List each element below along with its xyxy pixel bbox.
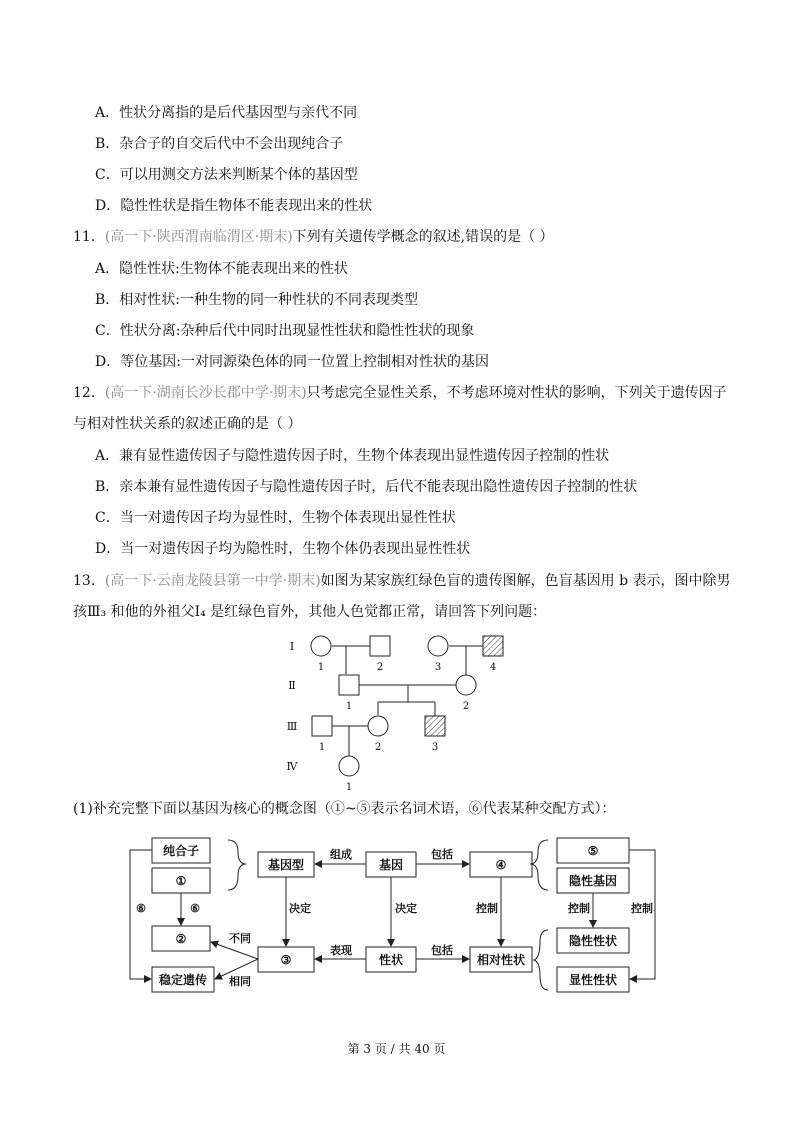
label-decide2: 决定 (395, 902, 417, 915)
q11-option-c: C．性状分离:杂种后代中同时出现显性性状和隐性性状的现象 (95, 323, 475, 339)
q10-option-b: B．杂合子的自交后代中不会出现纯合子 (95, 136, 344, 152)
q11-source: (高一下·陕西渭南临渭区·期末) (104, 229, 293, 245)
individual-iii3-affected-male (425, 716, 445, 736)
generation-label-iv: Ⅳ (286, 760, 298, 773)
q12-option-d: D．当一对遗传因子均为隐性时，生物个体仍表现出显性性状 (95, 541, 471, 557)
text-c4: ④ (495, 858, 507, 872)
text-recessive-trait: 隐性性状 (568, 934, 618, 948)
q10-option-d: D．隐性性状是指生物体不能表现出来的性状 (95, 198, 373, 214)
text-recessive-gene: 隐性基因 (568, 874, 618, 888)
individual-iii2-female (368, 716, 388, 736)
q11-option-d: D．等位基因:一对同源染色体的同一位置上控制相对性状的基因 (95, 354, 489, 370)
label-control2: 控制 (568, 902, 590, 915)
q11-option-b: B．相对性状:一种生物的同一种性状的不同表现类型 (95, 292, 419, 308)
label-ii1: 1 (345, 701, 353, 712)
generation-label-i: Ⅰ (289, 640, 295, 653)
q11-stem (73, 228, 554, 246)
q13-subquestion-1: (1)补充完整下面以基因为核心的概念图（①~⑤表示名词术语，⑥代表某种交配方式）： (73, 801, 616, 817)
individual-ii1-male (339, 675, 359, 695)
q11-option-a: A．隐性性状:生物体不能表现出来的性状 (95, 261, 348, 277)
label-express: 表现 (330, 944, 352, 957)
q12-number: 12． (73, 385, 105, 401)
label-control1: 控制 (476, 902, 498, 915)
q12-option-a: A．兼有显性遗传因子与隐性遗传因子时，生物个体表现出显性遗传因子控制的性状 (95, 448, 610, 464)
label-same: 相同 (229, 975, 251, 988)
text-c5: ⑤ (587, 844, 599, 858)
text-trait: 性状 (378, 953, 404, 967)
q12-stem-cont: 与相对性状关系的叙述正确的是（ ） (73, 416, 302, 432)
individual-i2-male (370, 636, 390, 656)
individual-i4-affected-male (483, 636, 503, 656)
q12-option-c: C．当一对遗传因子均为显性时，生物个体表现出显性性状 (95, 510, 456, 526)
individual-i3-female (428, 636, 448, 656)
q12-text: 只考虑完全显性关系，不考虑环境对性状的影响，下列关于遗传因子 (306, 385, 727, 401)
page-number: 第 3 页 / 共 40 页 (347, 1042, 446, 1056)
q13-source: (高一下·云南龙陵县第一中学·期末) (104, 573, 321, 589)
generation-label-iii: Ⅲ (286, 720, 298, 733)
q13-stem-cont: 孩Ⅲ₃ 和他的外祖父Ⅰ₄ 是红绿色盲外，其他人色觉都正常，请回答下列问题： (73, 604, 547, 620)
label-include1: 包括 (431, 848, 453, 861)
text-c2: ② (175, 932, 187, 946)
individual-ii2-female (456, 675, 476, 695)
q10-option-c: C．可以用测交方法来判断某个体的基因型 (95, 167, 358, 183)
label-i4: 4 (489, 662, 497, 673)
label-c6-arrow: ⑥ (190, 902, 200, 915)
text-genotype: 基因型 (267, 858, 305, 872)
text-c1: ① (175, 874, 187, 888)
individual-iii1-male (312, 716, 332, 736)
q13-stem (73, 572, 731, 590)
q11-number: 11． (73, 229, 105, 245)
label-i1: 1 (317, 662, 325, 673)
q13-text: 如图为某家族红绿色盲的遗传图解，色盲基因用 b 表示，图中除男 (320, 573, 731, 589)
q11-text: 下列有关遗传学概念的叙述,错误的是（ ） (292, 229, 554, 245)
q13-number: 13． (73, 573, 105, 589)
label-i2: 2 (376, 662, 384, 673)
label-compose: 组成 (330, 848, 352, 861)
q12-option-b: B．亲本兼有显性遗传因子与隐性遗传因子时，后代不能表现出隐性遗传因子控制的性状 (95, 479, 638, 495)
q12-source: (高一下·湖南长沙长郡中学·期末) (104, 385, 307, 401)
pedigree-chart (280, 626, 520, 796)
label-ii2: 2 (462, 701, 470, 712)
text-c3: ③ (280, 953, 292, 967)
label-i3: 3 (434, 662, 442, 673)
label-iv1: 1 (345, 782, 353, 793)
label-iii2: 2 (374, 742, 382, 753)
brace-right-bottom (534, 930, 548, 990)
label-decide1: 决定 (289, 902, 311, 915)
label-iii1: 1 (318, 742, 326, 753)
individual-iv1-female (339, 756, 359, 776)
individual-i1-female (311, 636, 331, 656)
q12-stem (73, 384, 727, 402)
concept-map (120, 830, 670, 1000)
text-stable: 稳定遗传 (158, 973, 208, 987)
generation-label-ii: Ⅱ (288, 679, 296, 692)
text-relative-trait: 相对性状 (476, 953, 526, 967)
label-include2: 包括 (431, 944, 453, 957)
text-gene: 基因 (378, 858, 404, 872)
brace-left (228, 840, 246, 890)
label-control3: 控制 (631, 902, 653, 915)
label-iii3: 3 (431, 742, 439, 753)
label-c6-loop: ⑥ (136, 902, 146, 915)
text-pure: 纯合子 (162, 844, 200, 858)
q10-option-a: A．性状分离指的是后代基因型与亲代不同 (95, 105, 358, 121)
label-diff: 不同 (229, 932, 251, 945)
brace-right-top (530, 840, 548, 890)
text-dominant-trait: 显性性状 (568, 973, 618, 987)
